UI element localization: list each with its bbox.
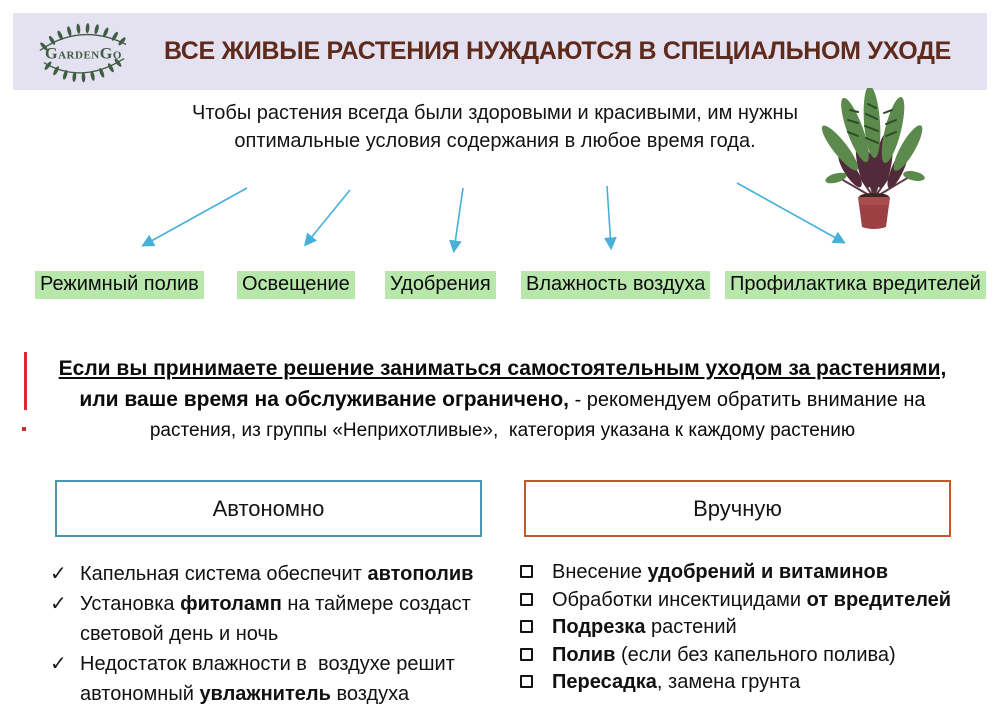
checkbox-icon xyxy=(520,593,533,606)
item-text: Обработки инсектицидами xyxy=(552,588,807,611)
list-item xyxy=(520,614,975,641)
intro-line-2: оптимальные условия содержания в любое время года. xyxy=(234,130,756,152)
note-line-1: Если вы принимаете решение заниматься самостоятельным уходом за растениями, xyxy=(58,357,947,380)
checkmark-icon: ✓ xyxy=(50,563,67,585)
item-text: (если без капельного полива) xyxy=(615,643,896,666)
item-text: воздуха xyxy=(330,683,410,705)
note-accent-rule xyxy=(24,352,27,410)
item-text: на таймере создаст световой день и ночь xyxy=(80,593,477,645)
list-item xyxy=(50,649,488,709)
care-label-lighting: Освещение xyxy=(237,271,355,299)
checkbox-icon xyxy=(520,565,533,578)
list-item xyxy=(520,669,975,696)
note-paragraph xyxy=(45,354,960,446)
item-text: , замена грунта xyxy=(656,671,801,693)
manual-box xyxy=(524,480,951,537)
page-title: ВСЕ ЖИВЫЕ РАСТЕНИЯ НУЖДАЮТСЯ В СПЕЦИАЛЬНОМ УХОДЕ xyxy=(163,37,952,65)
care-label-pests: Профилактика вредителей xyxy=(725,271,986,299)
intro-text xyxy=(150,99,840,155)
note-line-3: растения, из группы «Неприхотливые», категория указана к каждому растению xyxy=(149,420,856,441)
item-text: растений xyxy=(645,616,737,638)
list-item xyxy=(520,642,975,669)
arrow-to-watering xyxy=(144,188,247,245)
header-bar xyxy=(13,13,987,90)
checkbox-icon xyxy=(520,620,533,633)
intro-line-1: Чтобы растения всегда были здоровыми и красивыми, им нужны xyxy=(192,102,798,124)
item-text: Внесение xyxy=(552,561,648,583)
gardengo-logo xyxy=(28,16,143,87)
item-text-bold: фитоламп xyxy=(180,593,282,615)
list-item xyxy=(50,559,488,589)
arrow-to-lighting xyxy=(306,190,350,244)
list-item xyxy=(520,587,975,614)
list-item xyxy=(50,589,488,649)
manual-list xyxy=(520,559,975,697)
manual-box-title: Вручную xyxy=(693,495,782,521)
arrow-to-pests xyxy=(737,183,843,242)
item-text-bold: Подрезка xyxy=(552,616,646,638)
autonomous-box-title: Автономно xyxy=(212,495,325,521)
care-label-humidity: Влажность воздуха xyxy=(521,271,710,299)
checkbox-icon xyxy=(520,648,533,661)
note-line-2-rest: - рекомендуем обратить внимание на xyxy=(569,389,926,411)
logo-text: GardenGo xyxy=(44,44,122,63)
item-text-bold: Полив xyxy=(552,643,616,666)
logo-wreath-icon xyxy=(28,16,143,87)
autonomous-box xyxy=(55,480,482,537)
item-text-bold: от вредителей xyxy=(806,588,952,611)
item-text: Установка xyxy=(80,593,181,615)
item-text: Капельная система обеспечит xyxy=(80,563,368,585)
arrow-to-humidity xyxy=(607,186,611,247)
note-line-2-bold: или ваше время на обслуживание ограничено, xyxy=(79,388,570,411)
arrows-overlay xyxy=(0,165,1000,265)
arrow-to-fertilizer xyxy=(454,188,463,250)
care-label-fertilizer: Удобрения xyxy=(385,271,496,299)
item-text: Недостаток влажности в воздухе решит автономный xyxy=(80,653,461,705)
item-text-bold: увлажнитель xyxy=(199,683,331,705)
autonomous-list xyxy=(50,559,488,709)
checkbox-icon xyxy=(520,675,533,688)
checkmark-icon: ✓ xyxy=(50,653,67,675)
checkmark-icon: ✓ xyxy=(50,593,67,615)
item-text-bold: удобрений и витаминов xyxy=(647,561,889,583)
care-label-watering: Режимный полив xyxy=(35,271,204,299)
note-accent-dot xyxy=(22,427,26,431)
item-text-bold: автополив xyxy=(367,563,474,585)
item-text-bold: Пересадка xyxy=(552,671,657,693)
list-item xyxy=(520,559,975,586)
